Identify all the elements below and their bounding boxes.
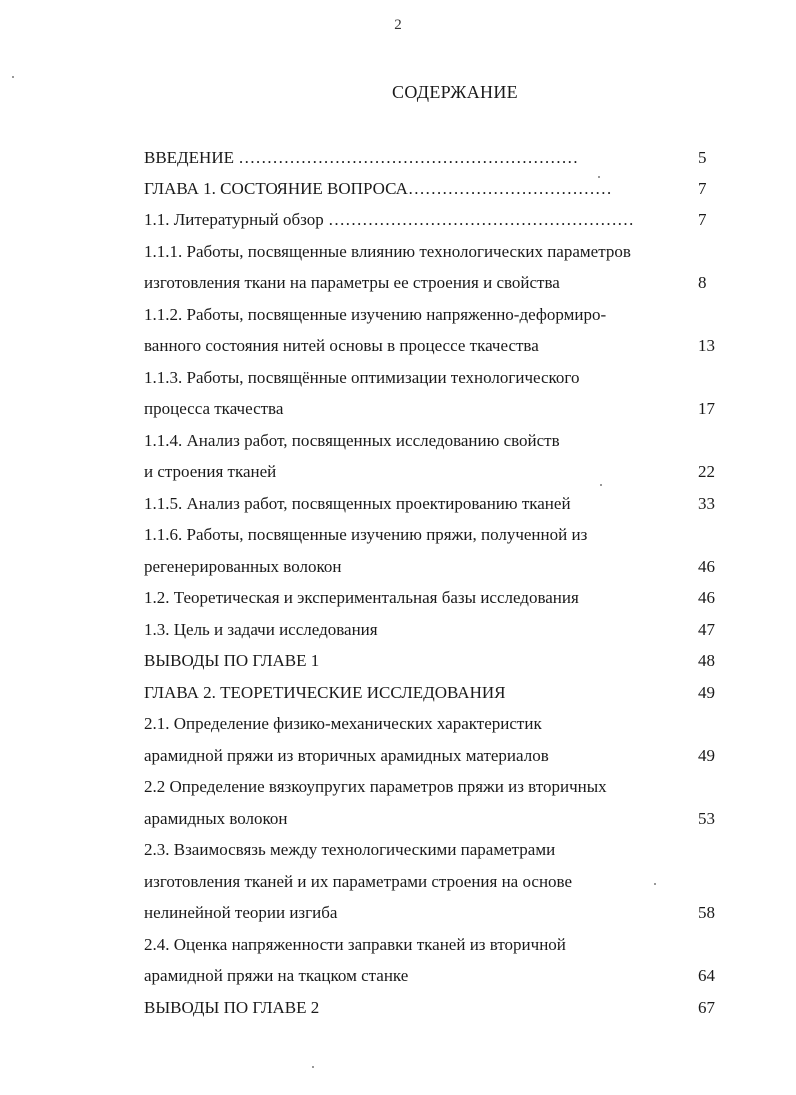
toc-entry	[144, 710, 724, 738]
toc-entry-text: и строения тканей	[144, 462, 277, 481]
toc-entry-text: 2.3. Взаимосвязь между технологическими параметрами	[144, 840, 556, 859]
toc-entry	[144, 962, 724, 990]
toc-entry-page: 58	[698, 903, 715, 922]
scan-speck	[598, 176, 600, 178]
toc-entry	[144, 427, 724, 455]
toc-entry-text: арамидной пряжи на ткацком станке	[144, 966, 409, 985]
scan-speck	[12, 76, 14, 78]
toc-entry-text: 1.1.2. Работы, посвященные изучению напряженно-деформиро-	[144, 305, 607, 324]
toc-entry-text: изготовления ткани на параметры ее строения и свойства	[144, 273, 560, 292]
toc-entry	[144, 773, 724, 801]
page-number: 2	[394, 17, 402, 33]
toc-title: СОДЕРЖАНИЕ	[392, 82, 518, 102]
toc-entry-text: ГЛАВА 1. СОСТОЯНИЕ ВОПРОСА………………………………	[144, 179, 612, 198]
toc-entry-page: 46	[698, 557, 715, 576]
toc-entry	[144, 144, 724, 172]
toc-entry-text: 2.2 Определение вязкоупругих параметров пряжи из вторичных	[144, 777, 607, 796]
toc-entry-text: арамидных волокон	[144, 809, 288, 828]
toc-entry-page: 22	[698, 462, 715, 481]
toc-entry	[144, 805, 724, 833]
toc-entry-page: 49	[698, 683, 715, 702]
toc-entry-page: 13	[698, 336, 715, 355]
toc-entry-text: 1.1.1. Работы, посвященные влиянию технологических параметров	[144, 242, 631, 261]
toc-entry	[144, 332, 724, 360]
toc-entry	[144, 458, 724, 486]
toc-entry	[144, 616, 724, 644]
toc-entry	[144, 175, 724, 203]
toc-entry	[144, 553, 724, 581]
toc-entry-page: 7	[698, 210, 707, 229]
toc-entry-text: арамидной пряжи из вторичных арамидных материалов	[144, 746, 549, 765]
toc-entry-text: ВЫВОДЫ ПО ГЛАВЕ 2	[144, 998, 320, 1017]
toc-entry	[144, 868, 724, 896]
toc-entry-page: 33	[698, 494, 715, 513]
toc-entry-text: нелинейной теории изгиба	[144, 903, 338, 922]
toc-entry	[144, 679, 724, 707]
toc-entry-text: ВВЕДЕНИЕ ……………………………………………………	[144, 148, 579, 167]
toc-entry	[144, 269, 724, 297]
toc-entry-text: изготовления тканей и их параметрами строения на основе	[144, 872, 573, 891]
toc-entry	[144, 647, 724, 675]
toc-entry-page: 17	[698, 399, 715, 418]
toc-entry-page: 8	[698, 273, 707, 292]
toc-entry-text: 2.1. Определение физико-механических характеристик	[144, 714, 542, 733]
toc-entry	[144, 364, 724, 392]
toc-entry	[144, 521, 724, 549]
toc-entry	[144, 395, 724, 423]
toc-entry-text: 1.3. Цель и задачи исследования	[144, 620, 378, 639]
toc-entry-page: 7	[698, 179, 707, 198]
toc-entry-text: ГЛАВА 2. ТЕОРЕТИЧЕСКИЕ ИССЛЕДОВАНИЯ	[144, 683, 506, 702]
toc-entry-text: 1.1.5. Анализ работ, посвященных проектированию тканей	[144, 494, 571, 513]
scan-speck	[654, 883, 656, 885]
toc-entry-page: 64	[698, 966, 715, 985]
toc-entry	[144, 584, 724, 612]
toc-entry-page: 47	[698, 620, 715, 639]
toc-entry-text: процесса ткачества	[144, 399, 284, 418]
toc-entry-page: 49	[698, 746, 715, 765]
scan-speck	[600, 484, 602, 486]
toc-entry-text: регенерированных волокон	[144, 557, 342, 576]
toc-entry	[144, 206, 724, 234]
toc-entry	[144, 742, 724, 770]
toc-entry	[144, 238, 724, 266]
toc-entry	[144, 899, 724, 927]
toc-entry-page: 46	[698, 588, 715, 607]
toc-entry	[144, 836, 724, 864]
toc-entry-page: 53	[698, 809, 715, 828]
toc-entry-text: ВЫВОДЫ ПО ГЛАВЕ 1	[144, 651, 320, 670]
toc-entry	[144, 301, 724, 329]
toc-entry	[144, 994, 724, 1022]
toc-entry-text: 1.1.6. Работы, посвященные изучению пряжи, полученной из	[144, 525, 588, 544]
toc-entry-text: 1.1.4. Анализ работ, посвященных исследованию свойств	[144, 431, 560, 450]
toc-entry	[144, 490, 724, 518]
toc-entry-text: 2.4. Оценка напряженности заправки тканей из вторичной	[144, 935, 566, 954]
toc-entry-page: 67	[698, 998, 715, 1017]
toc-entry-page: 48	[698, 651, 715, 670]
toc-entry	[144, 931, 724, 959]
toc-entry-text: 1.1.3. Работы, посвящённые оптимизации технологического	[144, 368, 580, 387]
scan-speck	[312, 1066, 314, 1068]
toc-entry-text: 1.2. Теоретическая и экспериментальная базы исследования	[144, 588, 579, 607]
toc-entry-page: 5	[698, 148, 707, 167]
toc-entry-text: ванного состояния нитей основы в процессе ткачества	[144, 336, 539, 355]
toc-entry-text: 1.1. Литературный обзор ………………………………………………	[144, 210, 635, 229]
